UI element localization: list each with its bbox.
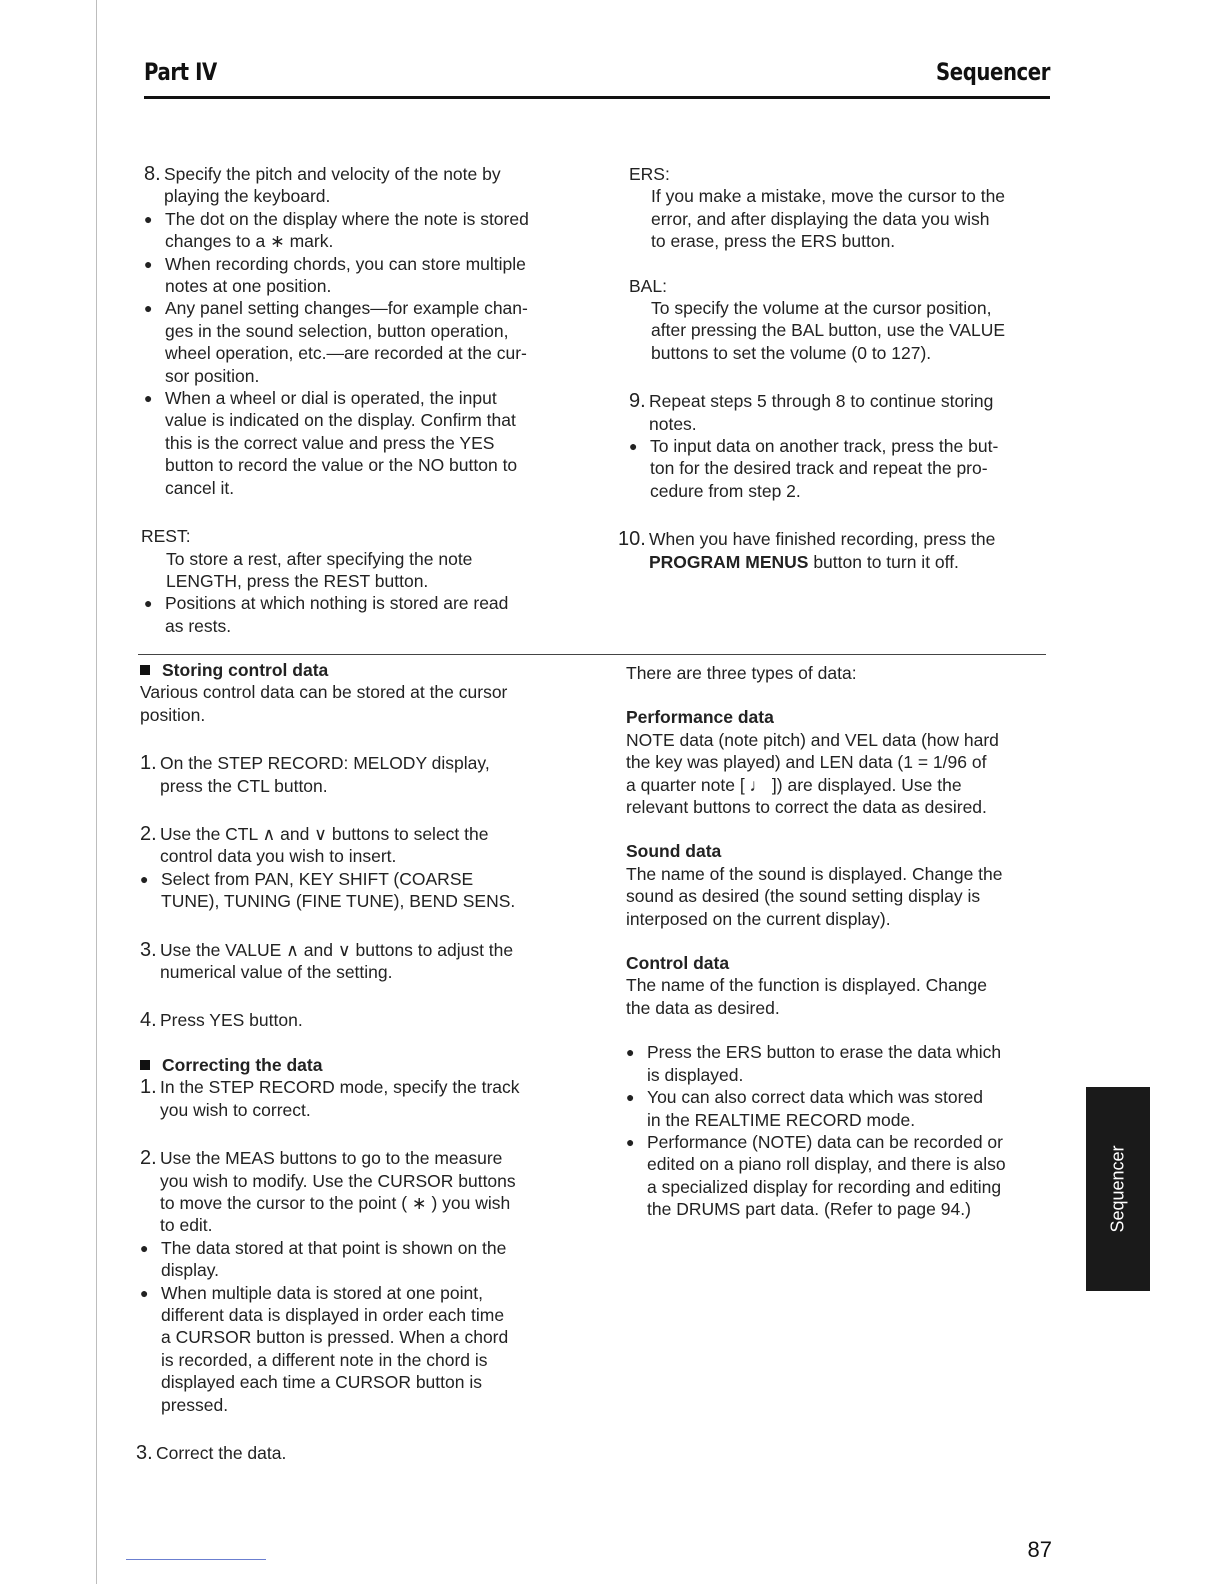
bullet-item: ● Press the ERS button to erase the data which is displayed. <box>626 1041 1046 1086</box>
heading-text: Storing control data <box>162 660 329 680</box>
side-tab-label: Sequencer <box>1107 1145 1128 1233</box>
page-number: 87 <box>1027 1537 1052 1562</box>
storing-heading <box>140 659 560 681</box>
section-heading: Sequencer <box>935 58 1050 86</box>
bullet-text: edited on a piano roll display, and there is also <box>647 1154 1006 1175</box>
bullet-text: ton for the desired track and repeat the pro- <box>650 458 988 479</box>
step-1 <box>140 752 560 797</box>
binding-edge <box>96 0 97 1584</box>
step-number: 3. <box>136 1441 153 1464</box>
header-rule <box>144 96 1050 99</box>
step-9 <box>629 390 1051 435</box>
rest-label: REST: <box>141 526 191 547</box>
bullet-text: You can also correct data which was stored <box>647 1087 983 1108</box>
step-8 <box>144 163 564 208</box>
step-text: you wish to modify. Use the CURSOR buttons <box>160 1170 516 1191</box>
step-text: playing the keyboard. <box>164 186 331 207</box>
bal-text: after pressing the BAL button, use the VALUE <box>651 320 1006 341</box>
bullet-item: ● When recording chords, you can store multiple notes at one position. <box>144 253 564 298</box>
bullet-text: displayed each time a CURSOR button is <box>161 1372 482 1393</box>
step-number: 2. <box>140 1147 157 1170</box>
bullet-text: ges in the sound selection, button operation, <box>165 320 509 341</box>
step-text: On the STEP RECORD: MELODY display, <box>160 753 490 774</box>
step-text: to move the cursor to the point ( ∗ ) you wish <box>160 1192 511 1213</box>
step-3 <box>140 939 560 984</box>
bal-label: BAL: <box>629 275 667 296</box>
rest-text: LENGTH, press the REST button. <box>166 570 429 591</box>
part-heading: Part IV <box>144 58 217 86</box>
right-top-column <box>618 163 1051 573</box>
step-text: In the STEP RECORD mode, specify the track <box>160 1077 520 1098</box>
control-text: The name of the function is displayed. Change <box>626 975 987 996</box>
bullet-text: changes to a ∗ mark. <box>165 231 334 252</box>
bullet-text: value is indicated on the display. Confirm that <box>165 410 516 431</box>
ers-text: to erase, press the ERS button. <box>651 231 896 252</box>
performance-text: a quarter note [ ♩ ]) are displayed. Use the <box>626 774 962 795</box>
bullet-item: ● The dot on the display where the note is stored changes to a ∗ mark. <box>144 208 564 253</box>
step-2 <box>140 823 560 868</box>
step-text: control data you wish to insert. <box>160 846 397 867</box>
step-number: 1. <box>140 752 157 775</box>
bullet-item: ● The data stored at that point is shown on the display. <box>140 1237 560 1282</box>
bullet-text: TUNE), TUNING (FINE TUNE), BEND SENS. <box>161 891 516 912</box>
bullet-text: The data stored at that point is shown on the <box>161 1237 507 1258</box>
bullet-item: ● Select from PAN, KEY SHIFT (COARSE TUNE), TUNING (FINE TUNE), BEND SENS. <box>140 868 560 913</box>
bullet-text: cancel it. <box>165 477 235 498</box>
bullet-text: as rests. <box>165 615 232 636</box>
correct-step-2 <box>140 1147 560 1237</box>
bal-text: To specify the volume at the cursor position, <box>651 298 992 319</box>
step-number: 1. <box>140 1076 157 1099</box>
step-number: 4. <box>140 1009 157 1032</box>
bullet-text: sor position. <box>165 365 260 386</box>
sound-text: interposed on the current display). <box>626 908 891 929</box>
performance-text: relevant buttons to correct the data as desired. <box>626 797 987 818</box>
intro-text: There are three types of data: <box>626 663 857 683</box>
bullet-item: ● When a wheel or dial is operated, the input value is indicated on the display. Confirm that this is the correct value and press the YES button to record the value or the NO button to cancel it. <box>144 387 564 499</box>
section-side-tab <box>1086 1087 1150 1291</box>
bullet-text: Positions at which nothing is stored are read <box>165 593 509 614</box>
step-text: button to turn it off. <box>808 551 959 572</box>
bullet-text: cedure from step 2. <box>650 480 801 501</box>
section-divider <box>138 654 1046 655</box>
performance-heading: Performance data <box>626 707 774 728</box>
bullet-text: in the REALTIME RECORD mode. <box>647 1109 916 1130</box>
bullet-text: a CURSOR button is pressed. When a chord <box>161 1327 509 1348</box>
bullet-text: Press the ERS button to erase the data which <box>647 1042 1002 1063</box>
bullet-text: is recorded, a different note in the chord is <box>161 1349 488 1370</box>
step-4 <box>140 1009 560 1031</box>
control-text: the data as desired. <box>626 997 780 1018</box>
control-heading: Control data <box>626 953 730 974</box>
bullet-text: When a wheel or dial is operated, the input <box>165 388 497 409</box>
bullet-text: different data is displayed in order each time <box>161 1304 505 1325</box>
bullet-text: Performance (NOTE) data can be recorded or <box>647 1131 1003 1152</box>
bullet-item: ● Performance (NOTE) data can be recorded or edited on a piano roll display, and there is also a specialized display for recording and editing the DRUMS part data. (Refer to page 94.) <box>626 1131 1046 1221</box>
sound-text: The name of the sound is displayed. Change the <box>626 863 1003 884</box>
step-text: Use the MEAS buttons to go to the measure <box>160 1148 503 1169</box>
performance-text: the key was played) and LEN data (1 = 1/96 of <box>626 752 987 773</box>
ers-label: ERS: <box>629 164 670 184</box>
program-menus-button-label: PROGRAM MENUS <box>649 551 809 572</box>
bullet-item: ● When multiple data is stored at one point, different data is displayed in order each time a CURSOR button is pressed. When a chord is recorded, a different note in the chord is displayed each time a CURSOR button is pressed. <box>140 1282 560 1416</box>
step-text: Repeat steps 5 through 8 to continue storing <box>649 391 994 412</box>
bullet-item: ● You can also correct data which was stored in the REALTIME RECORD mode. <box>626 1086 1046 1131</box>
rest-text: To store a rest, after specifying the note <box>166 548 473 569</box>
footer-line <box>126 1559 266 1560</box>
bullet-text: this is the correct value and press the YES <box>165 432 495 453</box>
left-top-column <box>141 163 564 637</box>
bullet-text: The dot on the display where the note is stored <box>165 208 529 229</box>
bullet-text: Any panel setting changes—for example chan- <box>165 298 528 319</box>
ers-text: error, and after displaying the data you wish <box>651 208 990 229</box>
left-bottom-column <box>136 659 560 1464</box>
step-number: 2. <box>140 823 157 846</box>
step-number: 8. <box>144 163 161 185</box>
step-number: 9. <box>629 390 646 413</box>
bullet-text: pressed. <box>161 1394 229 1415</box>
step-number: 3. <box>140 938 157 961</box>
heading-text: Correcting the data <box>162 1054 323 1075</box>
bullet-text: When recording chords, you can store multiple <box>165 253 526 274</box>
step-text: Correct the data. <box>156 1442 287 1463</box>
step-10 <box>618 528 1051 573</box>
bullet-text: a specialized display for recording and editing <box>647 1176 1002 1197</box>
storing-text: position. <box>140 704 206 725</box>
step-text: to edit. <box>160 1215 213 1236</box>
square-bullet-icon <box>140 1060 150 1070</box>
correct-step-3 <box>136 1442 560 1464</box>
performance-text: NOTE data (note pitch) and VEL data (how hard <box>626 729 999 750</box>
step-number: 10. <box>618 528 646 551</box>
bullet-text: Select from PAN, KEY SHIFT (COARSE <box>161 868 474 889</box>
step-text: notes. <box>649 413 697 434</box>
bullet-text: is displayed. <box>647 1064 744 1085</box>
correcting-heading <box>140 1054 560 1076</box>
bal-text: buttons to set the volume (0 to 127). <box>651 342 932 363</box>
step-text: Use the CTL ∧ and ∨ buttons to select the <box>160 824 489 845</box>
bullet-item: ● To input data on another track, press the but- ton for the desired track and repeat the pro- cedure from step 2. <box>629 435 1051 502</box>
bullet-text: To input data on another track, press the but- <box>650 436 999 457</box>
bullet-text: display. <box>161 1260 220 1281</box>
step-text: Use the VALUE ∧ and ∨ buttons to adjust the <box>160 939 514 960</box>
step-text: numerical value of the setting. <box>160 962 393 983</box>
bullet-text: When multiple data is stored at one point, <box>161 1282 483 1303</box>
step-text: press the CTL button. <box>160 775 328 796</box>
sound-text: sound as desired (the sound setting display is <box>626 886 981 907</box>
bullet-text: wheel operation, etc.—are recorded at the cur- <box>165 343 527 364</box>
step-text: you wish to correct. <box>160 1099 311 1120</box>
right-bottom-column <box>626 662 1046 1221</box>
correct-step-1 <box>140 1076 560 1121</box>
bullet-item: ● Positions at which nothing is stored are read as rests. <box>144 592 564 637</box>
step-text: Press YES button. <box>160 1010 303 1031</box>
sound-heading: Sound data <box>626 841 722 862</box>
bullet-text: button to record the value or the NO button to <box>165 455 518 476</box>
bullet-item: ● Any panel setting changes—for example chan- ges in the sound selection, button operation, wheel operation, etc.—are recorded at the cur- sor position. <box>144 297 564 387</box>
square-bullet-icon <box>140 665 150 675</box>
storing-text: Various control data can be stored at the cursor <box>140 682 508 703</box>
bullet-text: notes at one position. <box>165 276 332 297</box>
step-text: Specify the pitch and velocity of the note by <box>164 164 501 184</box>
bullet-text: the DRUMS part data. (Refer to page 94.) <box>647 1199 971 1220</box>
step-text: When you have finished recording, press the <box>649 529 996 550</box>
ers-text: If you make a mistake, move the cursor to the <box>651 186 1006 207</box>
